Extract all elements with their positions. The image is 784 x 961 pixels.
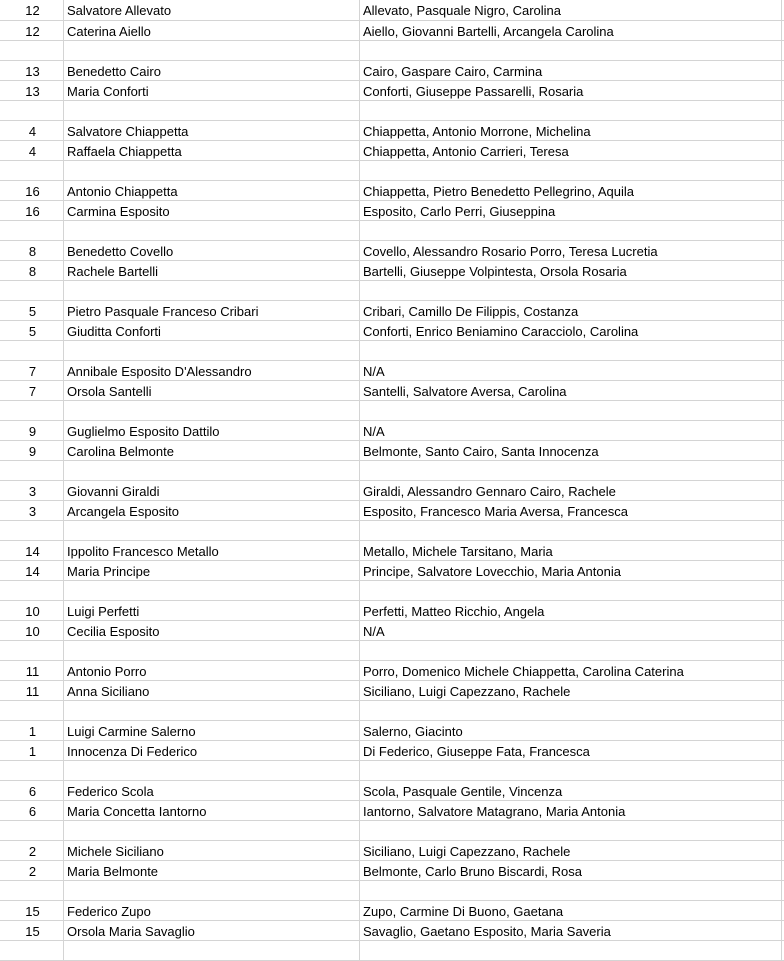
parents-cell[interactable]: Savaglio, Gaetano Esposito, Maria Saveria xyxy=(359,921,781,941)
number-cell[interactable] xyxy=(0,281,63,300)
parents-cell[interactable]: Di Federico, Giuseppe Fata, Francesca xyxy=(359,741,781,761)
table-row xyxy=(0,781,784,801)
table-row xyxy=(0,641,784,661)
name-cell[interactable]: Federico Scola xyxy=(63,781,359,801)
name-cell[interactable]: Giovanni Giraldi xyxy=(63,481,359,501)
parents-cell[interactable] xyxy=(359,581,781,601)
number-cell[interactable] xyxy=(0,581,63,600)
table-row xyxy=(0,81,784,101)
number-cell[interactable] xyxy=(0,761,63,780)
table-row xyxy=(0,481,784,501)
number-cell[interactable]: 9 xyxy=(28,424,37,439)
number-cell[interactable]: 14 xyxy=(25,564,40,579)
parents-cell[interactable] xyxy=(359,41,781,61)
number-cell[interactable]: 8 xyxy=(28,264,37,279)
table-row xyxy=(0,121,784,141)
name-cell[interactable] xyxy=(63,161,359,181)
number-cell[interactable]: 3 xyxy=(28,504,37,519)
table-row xyxy=(0,441,784,461)
number-cell[interactable]: 12 xyxy=(25,3,40,18)
name-cell[interactable] xyxy=(63,461,359,481)
parents-cell[interactable]: Chiappetta, Pietro Benedetto Pellegrino, Aquila xyxy=(359,181,781,201)
number-cell[interactable] xyxy=(0,461,63,480)
parents-cell[interactable]: Bartelli, Giuseppe Volpintesta, Orsola Rosaria xyxy=(359,261,781,281)
parents-cell[interactable]: Principe, Salvatore Lovecchio, Maria Antonia xyxy=(359,561,781,581)
table-row xyxy=(0,941,784,961)
parents-cell[interactable]: Salerno, Giacinto xyxy=(359,721,781,741)
parents-cell[interactable]: Santelli, Salvatore Aversa, Carolina xyxy=(359,381,781,401)
table-row xyxy=(0,101,784,121)
parents-cell[interactable] xyxy=(359,881,781,901)
parents-cell[interactable]: Scola, Pasquale Gentile, Vincenza xyxy=(359,781,781,801)
number-cell[interactable]: 12 xyxy=(25,24,40,39)
name-cell[interactable] xyxy=(63,881,359,901)
name-cell[interactable]: Benedetto Covello xyxy=(63,241,359,261)
table-row xyxy=(0,221,784,241)
number-cell[interactable] xyxy=(0,101,63,120)
parents-cell[interactable] xyxy=(359,941,781,961)
table-row xyxy=(0,201,784,221)
name-cell[interactable]: Federico Zupo xyxy=(63,901,359,921)
number-cell[interactable]: 15 xyxy=(25,924,40,939)
table-row xyxy=(0,761,784,781)
parents-cell[interactable]: Aiello, Giovanni Bartelli, Arcangela Carolina xyxy=(359,21,781,41)
table-row xyxy=(0,501,784,521)
name-cell[interactable] xyxy=(63,41,359,61)
number-cell[interactable]: 4 xyxy=(28,144,37,159)
parents-cell[interactable]: Covello, Alessandro Rosario Porro, Teresa Lucretia xyxy=(359,241,781,261)
table-row xyxy=(0,461,784,481)
name-cell[interactable]: Pietro Pasquale Franceso Cribari xyxy=(63,301,359,321)
parents-cell[interactable] xyxy=(359,401,781,421)
name-cell[interactable] xyxy=(63,761,359,781)
name-cell[interactable]: Benedetto Cairo xyxy=(63,61,359,81)
table-row xyxy=(0,341,784,361)
table-row xyxy=(0,421,784,441)
table-row xyxy=(0,321,784,341)
name-cell[interactable]: Salvatore Chiappetta xyxy=(63,121,359,141)
number-cell[interactable]: 5 xyxy=(28,324,37,339)
number-cell[interactable]: 5 xyxy=(28,304,37,319)
table-row xyxy=(0,141,784,161)
table-row xyxy=(0,561,784,581)
parents-cell[interactable]: Metallo, Michele Tarsitano, Maria xyxy=(359,541,781,561)
number-cell[interactable]: 16 xyxy=(25,184,40,199)
name-cell[interactable]: Arcangela Esposito xyxy=(63,501,359,521)
number-cell[interactable]: 16 xyxy=(25,204,40,219)
table-row xyxy=(0,661,784,681)
table-row xyxy=(0,921,784,941)
parents-cell[interactable] xyxy=(359,821,781,841)
name-cell[interactable]: Rachele Bartelli xyxy=(63,261,359,281)
number-cell[interactable]: 1 xyxy=(28,744,37,759)
number-cell[interactable]: 6 xyxy=(28,784,37,799)
number-cell[interactable]: 14 xyxy=(25,544,40,559)
name-cell[interactable]: Maria Concetta Iantorno xyxy=(63,801,359,821)
name-cell[interactable]: Antonio Porro xyxy=(63,661,359,681)
name-cell[interactable] xyxy=(63,581,359,601)
table-row xyxy=(0,901,784,921)
parents-cell[interactable]: Allevato, Pasquale Nigro, Carolina xyxy=(359,0,781,20)
parents-cell[interactable]: Perfetti, Matteo Ricchio, Angela xyxy=(359,601,781,621)
name-cell[interactable]: Caterina Aiello xyxy=(63,21,359,41)
parents-cell[interactable] xyxy=(359,221,781,241)
name-cell[interactable]: Antonio Chiappetta xyxy=(63,181,359,201)
table-row xyxy=(0,841,784,861)
table-row xyxy=(0,821,784,841)
name-cell[interactable]: Cecilia Esposito xyxy=(63,621,359,641)
parents-cell[interactable]: N/A xyxy=(359,621,781,641)
table-row xyxy=(0,541,784,561)
parents-cell[interactable]: Cribari, Camillo De Filippis, Costanza xyxy=(359,301,781,321)
parents-cell[interactable]: Conforti, Giuseppe Passarelli, Rosaria xyxy=(359,81,781,101)
name-cell[interactable] xyxy=(63,341,359,361)
parents-cell[interactable]: N/A xyxy=(359,421,781,441)
number-cell[interactable]: 11 xyxy=(25,664,40,679)
table-row xyxy=(0,361,784,381)
number-cell[interactable]: 9 xyxy=(28,444,37,459)
table-row xyxy=(0,241,784,261)
number-cell[interactable] xyxy=(0,821,63,840)
parents-cell[interactable]: Conforti, Enrico Beniamino Caracciolo, Carolina xyxy=(359,321,781,341)
number-cell[interactable] xyxy=(0,701,63,720)
number-cell[interactable] xyxy=(0,521,63,540)
name-cell[interactable] xyxy=(63,401,359,421)
name-cell[interactable]: Orsola Maria Savaglio xyxy=(63,921,359,941)
table-row xyxy=(0,801,784,821)
table-row xyxy=(0,301,784,321)
table-row xyxy=(0,601,784,621)
number-cell[interactable]: 13 xyxy=(25,84,40,99)
number-cell[interactable]: 11 xyxy=(25,684,40,699)
name-cell[interactable] xyxy=(63,821,359,841)
name-cell[interactable]: Raffaela Chiappetta xyxy=(63,141,359,161)
name-cell[interactable] xyxy=(63,641,359,661)
name-cell[interactable] xyxy=(63,221,359,241)
name-cell[interactable]: Carolina Belmonte xyxy=(63,441,359,461)
number-cell[interactable]: 1 xyxy=(28,724,37,739)
parents-cell[interactable]: Iantorno, Salvatore Matagrano, Maria Antonia xyxy=(359,801,781,821)
number-cell[interactable]: 10 xyxy=(25,624,40,639)
number-cell[interactable]: 13 xyxy=(25,64,40,79)
parents-cell[interactable] xyxy=(359,461,781,481)
name-cell[interactable]: Luigi Carmine Salerno xyxy=(63,721,359,741)
number-cell[interactable]: 3 xyxy=(28,484,37,499)
parents-cell[interactable]: Siciliano, Luigi Capezzano, Rachele xyxy=(359,841,781,861)
number-cell[interactable] xyxy=(0,41,63,60)
parents-cell[interactable]: Esposito, Carlo Perri, Giuseppina xyxy=(359,201,781,221)
parents-cell[interactable] xyxy=(359,641,781,661)
table-row xyxy=(0,621,784,641)
parents-cell[interactable] xyxy=(359,161,781,181)
parents-cell[interactable]: Porro, Domenico Michele Chiappetta, Carolina Caterina xyxy=(359,661,781,681)
parents-cell[interactable] xyxy=(359,701,781,721)
parents-cell[interactable]: Zupo, Carmine Di Buono, Gaetana xyxy=(359,901,781,921)
parents-cell[interactable]: Chiappetta, Antonio Morrone, Michelina xyxy=(359,121,781,141)
table-row xyxy=(0,181,784,201)
parents-cell[interactable]: Cairo, Gaspare Cairo, Carmina xyxy=(359,61,781,81)
name-cell[interactable]: Ippolito Francesco Metallo xyxy=(63,541,359,561)
name-cell[interactable]: Salvatore Allevato xyxy=(63,0,359,20)
table-row xyxy=(0,281,784,301)
table-row xyxy=(0,721,784,741)
parents-cell[interactable] xyxy=(359,521,781,541)
name-cell[interactable]: Carmina Esposito xyxy=(63,201,359,221)
table-row xyxy=(0,581,784,601)
number-cell[interactable] xyxy=(0,401,63,420)
table-row xyxy=(0,681,784,701)
number-cell[interactable] xyxy=(0,881,63,900)
name-cell[interactable]: Guglielmo Esposito Dattilo xyxy=(63,421,359,441)
name-cell[interactable]: Maria Conforti xyxy=(63,81,359,101)
parents-cell[interactable] xyxy=(359,761,781,781)
parents-cell[interactable]: Esposito, Francesco Maria Aversa, Francesca xyxy=(359,501,781,521)
table-row xyxy=(0,0,784,21)
table-row xyxy=(0,861,784,881)
name-cell[interactable]: Michele Siciliano xyxy=(63,841,359,861)
table-row xyxy=(0,521,784,541)
name-cell[interactable]: Maria Belmonte xyxy=(63,861,359,881)
name-cell[interactable] xyxy=(63,701,359,721)
number-cell[interactable] xyxy=(0,221,63,240)
parents-cell[interactable] xyxy=(359,101,781,121)
number-cell[interactable]: 4 xyxy=(28,124,37,139)
name-cell[interactable] xyxy=(63,281,359,301)
name-cell[interactable]: Maria Principe xyxy=(63,561,359,581)
number-cell[interactable]: 15 xyxy=(25,904,40,919)
table-row xyxy=(0,401,784,421)
table-row xyxy=(0,381,784,401)
parents-cell[interactable]: Giraldi, Alessandro Gennaro Cairo, Rachele xyxy=(359,481,781,501)
table-row xyxy=(0,741,784,761)
table-row xyxy=(0,41,784,61)
table-row xyxy=(0,21,784,41)
number-cell[interactable] xyxy=(0,641,63,660)
grid-right-border xyxy=(781,0,782,961)
number-cell[interactable] xyxy=(0,161,63,180)
name-cell[interactable]: Anna Siciliano xyxy=(63,681,359,701)
number-cell[interactable] xyxy=(0,341,63,360)
table-row xyxy=(0,161,784,181)
number-cell[interactable]: 6 xyxy=(28,804,37,819)
number-cell[interactable]: 8 xyxy=(28,244,37,259)
name-cell[interactable]: Giuditta Conforti xyxy=(63,321,359,341)
table-row xyxy=(0,61,784,81)
name-cell[interactable]: Annibale Esposito D'Alessandro xyxy=(63,361,359,381)
table-row xyxy=(0,701,784,721)
number-cell[interactable]: 7 xyxy=(28,384,37,399)
number-cell[interactable]: 2 xyxy=(28,864,37,879)
parents-cell[interactable]: Belmonte, Santo Cairo, Santa Innocenza xyxy=(359,441,781,461)
name-cell[interactable] xyxy=(63,101,359,121)
parents-cell[interactable]: N/A xyxy=(359,361,781,381)
number-cell[interactable]: 10 xyxy=(25,604,40,619)
number-cell[interactable]: 2 xyxy=(28,844,37,859)
number-cell[interactable] xyxy=(0,941,63,960)
table-row xyxy=(0,881,784,901)
parents-cell[interactable]: Belmonte, Carlo Bruno Biscardi, Rosa xyxy=(359,861,781,881)
parents-cell[interactable] xyxy=(359,281,781,301)
parents-cell[interactable] xyxy=(359,341,781,361)
name-cell[interactable]: Orsola Santelli xyxy=(63,381,359,401)
parents-cell[interactable]: Chiappetta, Antonio Carrieri, Teresa xyxy=(359,141,781,161)
name-cell[interactable]: Innocenza Di Federico xyxy=(63,741,359,761)
table-row xyxy=(0,261,784,281)
number-cell[interactable]: 7 xyxy=(28,364,37,379)
name-cell[interactable] xyxy=(63,521,359,541)
parents-cell[interactable]: Siciliano, Luigi Capezzano, Rachele xyxy=(359,681,781,701)
name-cell[interactable]: Luigi Perfetti xyxy=(63,601,359,621)
name-cell[interactable] xyxy=(63,941,359,961)
